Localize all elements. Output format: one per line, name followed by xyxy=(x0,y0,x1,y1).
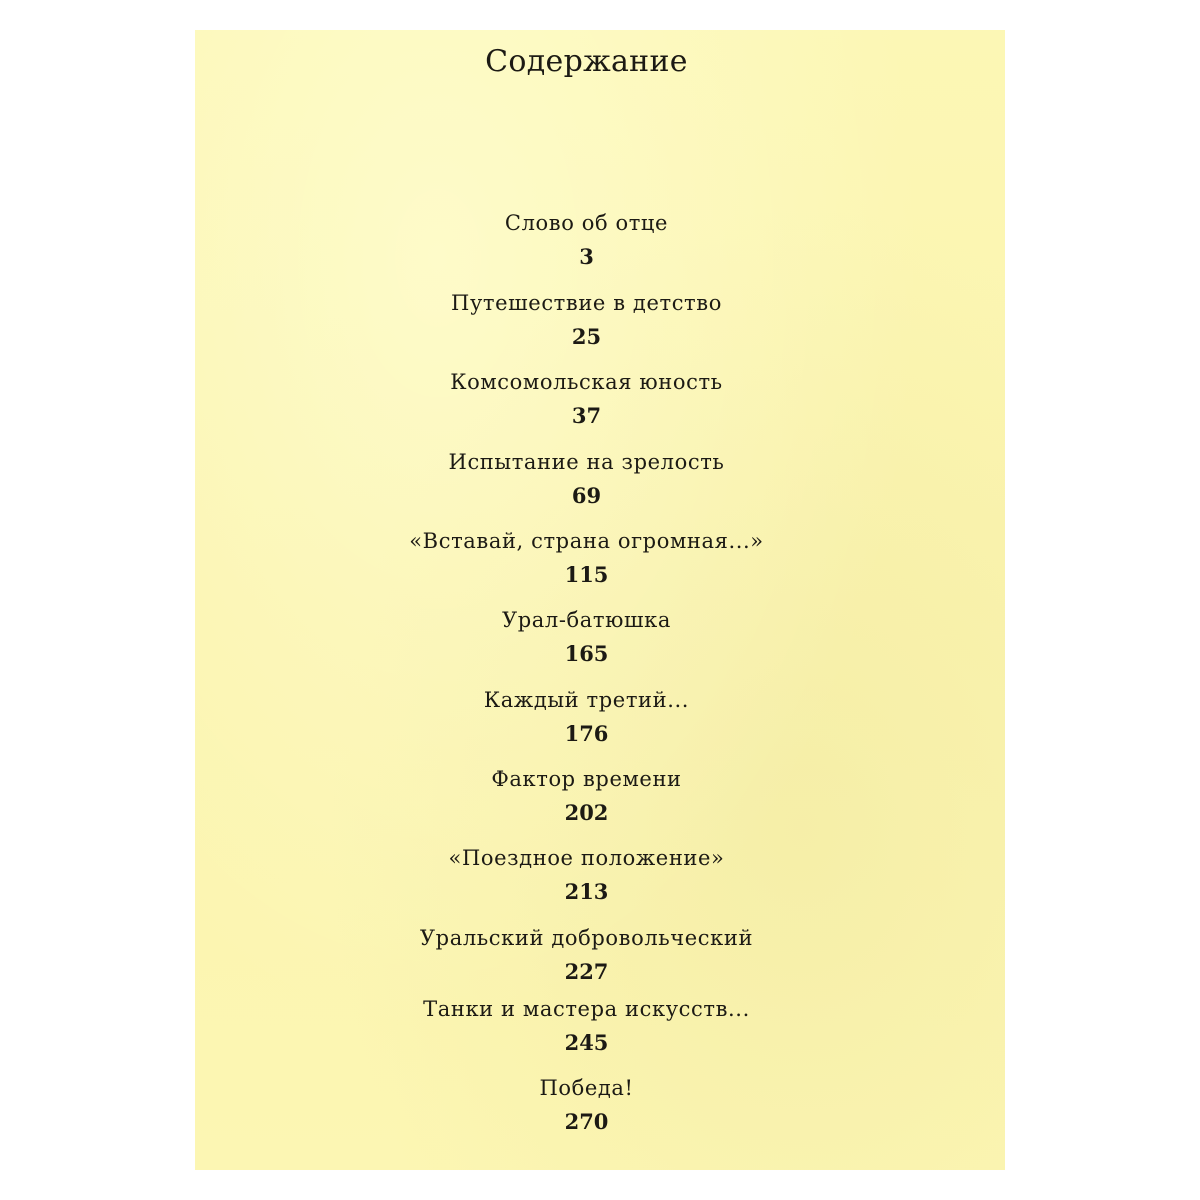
toc-entry-page: 69 xyxy=(571,483,602,508)
toc-entry-title: Урал-батюшка xyxy=(501,608,671,632)
toc-entry-title: «Поездное положение» xyxy=(448,846,725,870)
toc-entry xyxy=(195,923,978,987)
toc-entry xyxy=(195,447,978,511)
toc-entry xyxy=(195,685,978,749)
toc-entry xyxy=(195,1073,978,1137)
toc-entry-page: 37 xyxy=(571,403,602,428)
toc-entry-page: 202 xyxy=(564,800,609,825)
toc-entry-page: 245 xyxy=(564,1030,609,1055)
toc-entry xyxy=(195,843,978,907)
toc-entry-title: Путешествие в детство xyxy=(451,291,722,315)
toc-entry-title: Каждый третий... xyxy=(483,688,690,712)
toc-entry-title: Танки и мастера искусств... xyxy=(423,997,750,1021)
toc-entry xyxy=(195,526,978,590)
toc-entry-title: Уральский добровольческий xyxy=(419,926,754,950)
toc-entry xyxy=(195,208,978,272)
toc-entry-page: 3 xyxy=(579,244,594,269)
toc-entry-title: Победа! xyxy=(539,1076,634,1100)
toc-entry-title: Испытание на зрелость xyxy=(448,450,725,474)
toc-entry-page: 270 xyxy=(564,1109,609,1134)
toc-entry-title: Фактор времени xyxy=(491,767,682,791)
toc-entry xyxy=(195,605,978,669)
book-page xyxy=(195,30,1005,1170)
toc-entry-page: 115 xyxy=(564,562,609,587)
toc-entry-title: Слово об отце xyxy=(504,211,669,235)
toc-entry-title: «Вставай, страна огромная...» xyxy=(409,529,764,553)
toc-entry xyxy=(195,764,978,828)
toc-entry-page: 227 xyxy=(564,959,609,984)
toc-entry-title: Комсомольская юность xyxy=(450,370,723,394)
toc-entry-page: 165 xyxy=(564,641,609,666)
page-title: Содержание xyxy=(485,44,688,79)
toc-entry xyxy=(195,288,978,352)
toc-entry-page: 213 xyxy=(564,879,609,904)
toc-entry-page: 25 xyxy=(571,324,602,349)
toc-entry xyxy=(195,994,978,1058)
toc-entry-page: 176 xyxy=(564,721,609,746)
toc-entry xyxy=(195,367,978,431)
